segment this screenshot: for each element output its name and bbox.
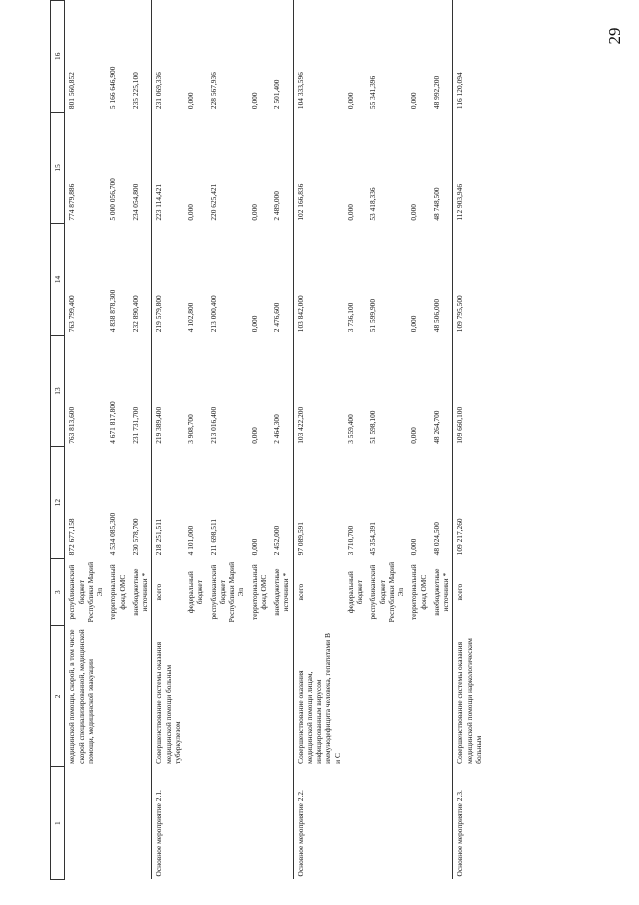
event-cell xyxy=(407,767,430,880)
description-cell xyxy=(106,626,129,767)
event-cell xyxy=(270,767,293,880)
header-cell: 12 xyxy=(51,447,65,559)
event-cell xyxy=(430,767,453,880)
page-number: 29 xyxy=(605,27,624,45)
value-cell: 2 452,000 xyxy=(272,525,281,556)
funding-source-cell: федеральный бюджет xyxy=(186,571,205,614)
value-cell: 2 489,000 xyxy=(272,191,281,221)
value-cell: 4 101,000 xyxy=(186,525,195,556)
value-cell: 0,000 xyxy=(409,538,419,556)
description-cell xyxy=(430,626,453,767)
value-cell: 2 476,600 xyxy=(272,302,281,333)
value-cell: 228 567,936 xyxy=(208,72,218,110)
value-cell: 109 660,100 xyxy=(453,335,485,447)
value-cell: 53 418,336 xyxy=(368,187,378,221)
funding-source-cell: внебюджетные источники * xyxy=(272,568,291,616)
description-cell xyxy=(344,626,367,767)
value-cell: 219 389,400 xyxy=(152,335,184,447)
value-cell: 48 506,000 xyxy=(431,298,441,333)
value-cell: 235 225,100 xyxy=(130,72,140,110)
value-cell: 97 089,591 xyxy=(293,447,344,559)
value-cell: 0,000 xyxy=(409,204,419,221)
value-cell: 763 813,600 xyxy=(67,406,77,444)
value-cell: 0,000 xyxy=(249,204,259,221)
value-cell: 103 422,200 xyxy=(293,335,344,447)
value-cell: 213 016,400 xyxy=(208,406,218,444)
funding-source-cell: всего xyxy=(293,558,344,626)
table-row xyxy=(453,1,485,880)
value-cell: 4 102,800 xyxy=(186,302,195,333)
event-cell xyxy=(65,767,107,880)
value-cell: 230 578,700 xyxy=(130,518,140,556)
description-cell xyxy=(248,626,271,767)
value-cell: 48 024,500 xyxy=(431,522,441,556)
value-cell: 0,000 xyxy=(409,92,419,110)
value-cell: 3 908,700 xyxy=(186,414,195,444)
table-row xyxy=(248,1,271,880)
table-row xyxy=(106,1,129,880)
value-cell: 763 799,400 xyxy=(67,295,77,333)
value-cell: 213 000,400 xyxy=(208,295,218,333)
table-row xyxy=(184,1,207,880)
value-cell: 5 166 646,900 xyxy=(108,66,118,110)
value-cell: 219 579,800 xyxy=(152,224,184,336)
event-cell: Основное мероприятие 2.1. xyxy=(152,767,184,880)
header-cell: 2 xyxy=(51,626,65,767)
value-cell: 51 598,100 xyxy=(368,410,378,444)
event-cell xyxy=(344,767,367,880)
value-cell: 801 560,852 xyxy=(67,72,77,110)
description-cell: Совершенствование оказания медицинской помощи лицам, инфицированным вирусом иммунодефицита человека, гепатитами B и C xyxy=(293,626,344,767)
value-cell: 0,000 xyxy=(249,315,259,333)
value-cell: 232 890,400 xyxy=(130,295,140,333)
value-cell: 0,000 xyxy=(345,204,355,221)
value-cell: 0,000 xyxy=(409,427,419,444)
event-cell xyxy=(207,767,248,880)
value-cell: 231 069,336 xyxy=(152,1,184,113)
value-cell: 220 625,421 xyxy=(208,183,218,221)
funding-source-cell: федеральный бюджет xyxy=(345,571,364,614)
value-cell: 3 559,400 xyxy=(345,414,355,444)
value-cell: 51 599,900 xyxy=(368,298,378,333)
value-cell: 0,000 xyxy=(409,315,419,333)
event-cell: Основное мероприятие 2.2. xyxy=(293,767,344,880)
table-row xyxy=(293,1,344,880)
funding-source-cell: внебюджетные источники * xyxy=(431,568,450,616)
table-row xyxy=(430,1,453,880)
value-cell: 774 879,886 xyxy=(67,183,77,221)
value-cell: 4 534 085,300 xyxy=(108,512,118,556)
table-row xyxy=(65,1,107,880)
header-row xyxy=(51,1,65,880)
event-cell xyxy=(184,767,207,880)
table-row xyxy=(366,1,407,880)
value-cell: 0,000 xyxy=(345,92,355,110)
funding-source-cell: республиканский бюджет Республики Марий Эл xyxy=(208,561,246,623)
table-row xyxy=(129,1,152,880)
description-cell xyxy=(184,626,207,767)
value-cell: 4 838 878,300 xyxy=(108,289,118,333)
description-cell: Совершенствование системы оказания медицинской помощи наркологическим больным xyxy=(453,626,485,767)
value-cell: 0,000 xyxy=(249,92,259,110)
table-row xyxy=(344,1,367,880)
value-cell: 48 748,500 xyxy=(431,187,441,221)
value-cell: 2 501,400 xyxy=(272,79,281,110)
value-cell: 3 736,100 xyxy=(345,302,355,333)
event-cell xyxy=(106,767,129,880)
value-cell: 109 217,260 xyxy=(453,447,485,559)
description-cell xyxy=(407,626,430,767)
value-cell: 218 251,511 xyxy=(152,447,184,559)
description-cell xyxy=(129,626,152,767)
value-cell: 0,000 xyxy=(186,92,195,110)
value-cell: 211 698,511 xyxy=(208,518,218,556)
table-row xyxy=(270,1,293,880)
event-cell xyxy=(129,767,152,880)
value-cell: 0,000 xyxy=(186,204,195,221)
header-cell: 13 xyxy=(51,335,65,447)
description-cell xyxy=(270,626,293,767)
funding-source-cell: территориальный фонд ОМС xyxy=(249,564,268,620)
financing-table xyxy=(50,0,485,880)
header-cell: 14 xyxy=(51,224,65,336)
value-cell: 103 842,000 xyxy=(293,224,344,336)
value-cell: 104 333,596 xyxy=(293,1,344,113)
table-body xyxy=(65,1,485,880)
funding-source-cell: территориальный фонд ОМС xyxy=(108,564,127,620)
header-cell: 3 xyxy=(51,558,65,626)
description-cell: медицинской помощи, скорой, в том числе скорой специализированной, медицинской помощи, медицинской эвакуации xyxy=(67,629,95,764)
funding-source-cell: республиканский бюджет Республики Марий Эл xyxy=(368,561,405,623)
table-row xyxy=(207,1,248,880)
event-cell: Основное мероприятие 2.3. xyxy=(453,767,485,880)
value-cell: 45 354,391 xyxy=(368,522,378,556)
funding-source-cell: республиканский бюджет Республики Марий Эл xyxy=(67,561,104,623)
value-cell: 48 992,200 xyxy=(431,75,441,110)
value-cell: 55 341,396 xyxy=(368,75,378,110)
value-cell: 109 795,500 xyxy=(453,224,485,336)
description-cell xyxy=(207,626,248,767)
header-cell: 15 xyxy=(51,112,65,224)
funding-source-cell: территориальный фонд ОМС xyxy=(409,564,428,620)
value-cell: 2 464,300 xyxy=(272,414,281,444)
table-row xyxy=(152,1,184,880)
value-cell: 116 120,094 xyxy=(453,1,485,113)
value-cell: 0,000 xyxy=(249,538,259,556)
value-cell: 5 000 056,700 xyxy=(108,178,118,221)
rotated-sheet xyxy=(50,0,590,880)
value-cell: 4 671 817,800 xyxy=(108,401,118,444)
header-cell: 1 xyxy=(51,767,65,880)
value-cell: 3 710,700 xyxy=(345,525,355,556)
funding-source-cell: внебюджетные источники * xyxy=(130,568,149,616)
value-cell: 234 054,800 xyxy=(130,183,140,221)
event-cell xyxy=(248,767,271,880)
value-cell: 231 731,700 xyxy=(130,406,140,444)
value-cell: 0,000 xyxy=(249,427,259,444)
value-cell: 48 264,700 xyxy=(431,410,441,444)
value-cell: 112 903,946 xyxy=(453,112,485,224)
funding-source-cell: всего xyxy=(453,558,485,626)
table-row xyxy=(407,1,430,880)
event-cell xyxy=(366,767,407,880)
value-cell: 872 677,158 xyxy=(67,518,77,556)
description-cell xyxy=(366,626,407,767)
funding-source-cell: всего xyxy=(152,558,184,626)
header-cell: 16 xyxy=(51,1,65,113)
value-cell: 223 114,421 xyxy=(152,112,184,224)
value-cell: 102 166,836 xyxy=(293,112,344,224)
description-cell: Совершенствование системы оказания медицинской помощи больным туберкулезом xyxy=(152,626,184,767)
